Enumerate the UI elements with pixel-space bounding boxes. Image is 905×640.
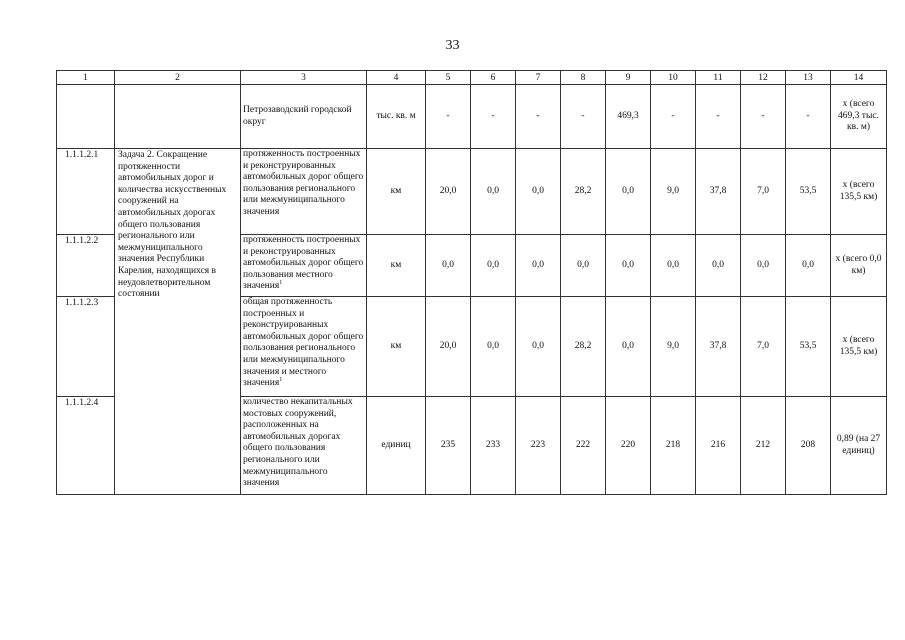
table-row: [57, 149, 887, 235]
value-cell: 0,0: [516, 297, 561, 397]
value-cell: 220: [606, 397, 651, 495]
indicator-name: общая протяженность построенных и реконструированных автомобильных дорог общего пользования регионального или межмуниципального значения и местного значения: [243, 297, 364, 389]
page-number: 33: [445, 38, 460, 53]
row-code: 1.1.1.2.1: [57, 149, 115, 235]
value-cell: -: [696, 85, 741, 149]
value-cell: 53,5: [786, 149, 831, 235]
value-cell: 216: [696, 397, 741, 495]
row-code: [57, 85, 115, 149]
column-number: 6: [471, 71, 516, 85]
value-cell: 28,2: [561, 149, 606, 235]
row-code: 1.1.1.2.3: [57, 297, 115, 397]
unit: тыс. кв. м: [367, 85, 426, 149]
footnote-mark: 1: [279, 280, 283, 287]
indicator-cell: [241, 297, 367, 397]
value-cell: 0,0: [471, 149, 516, 235]
unit: км: [367, 297, 426, 397]
value-cell: 0,0: [426, 235, 471, 297]
value-cell: -: [561, 85, 606, 149]
column-number: 1: [57, 71, 115, 85]
indicator-name: протяженность построенных и реконструированных автомобильных дорог общего пользования местного значения: [243, 235, 364, 292]
total-cell: х (всего 135,5 км): [831, 297, 887, 397]
column-number: 8: [561, 71, 606, 85]
total-cell: 0,89 (на 27 единиц): [831, 397, 887, 495]
value-cell: 0,0: [741, 235, 786, 297]
indicator-name: протяженность построенных и реконструированных автомобильных дорог общего пользования регионального или межмуниципального значения: [241, 149, 367, 235]
value-cell: 7,0: [741, 149, 786, 235]
column-number: 3: [241, 71, 367, 85]
indicator-name: количество некапитальных мостовых сооружений, расположенных на автомобильных дорогах общего пользования регионального или межмуниципального значения: [241, 397, 367, 495]
column-number: 12: [741, 71, 786, 85]
value-cell: -: [786, 85, 831, 149]
value-cell: 37,8: [696, 149, 741, 235]
value-cell: 20,0: [426, 297, 471, 397]
column-number: 14: [831, 71, 887, 85]
column-number: 2: [115, 71, 241, 85]
value-cell: 9,0: [651, 149, 696, 235]
value-cell: 0,0: [786, 235, 831, 297]
value-cell: 0,0: [606, 297, 651, 397]
value-cell: 0,0: [651, 235, 696, 297]
row-code: 1.1.1.2.2: [57, 235, 115, 297]
value-cell: -: [651, 85, 696, 149]
value-cell: 208: [786, 397, 831, 495]
value-cell: 223: [516, 397, 561, 495]
column-number-row: [57, 71, 887, 85]
value-cell: 0,0: [516, 235, 561, 297]
value-cell: 0,0: [606, 235, 651, 297]
value-cell: 20,0: [426, 149, 471, 235]
unit: км: [367, 235, 426, 297]
value-cell: 235: [426, 397, 471, 495]
indicator-table: [56, 70, 887, 495]
column-number: 7: [516, 71, 561, 85]
value-cell: 0,0: [471, 297, 516, 397]
value-cell: 233: [471, 397, 516, 495]
task-description: Задача 2. Сокращение протяженности автомобильных дорог и количества искусственных сооружений на автомобильных дорогах общего пользования регионального или межмуниципального значения Республики Карелия, находящихся в неудовлетворительном состоянии: [115, 149, 241, 495]
indicator-name: Петрозаводский городской округ: [241, 85, 367, 149]
column-number: 4: [367, 71, 426, 85]
value-cell: -: [426, 85, 471, 149]
value-cell: 0,0: [606, 149, 651, 235]
table-row: [57, 85, 887, 149]
value-cell: 218: [651, 397, 696, 495]
value-cell: 7,0: [741, 297, 786, 397]
column-number: 9: [606, 71, 651, 85]
value-cell: 0,0: [516, 149, 561, 235]
value-cell: -: [516, 85, 561, 149]
total-cell: х (всего 469,3 тыс. кв. м): [831, 85, 887, 149]
indicator-cell: [241, 235, 367, 297]
value-cell: 28,2: [561, 297, 606, 397]
value-cell: 469,3: [606, 85, 651, 149]
task-cell-empty: [115, 85, 241, 149]
value-cell: 0,0: [696, 235, 741, 297]
value-cell: -: [741, 85, 786, 149]
row-code: 1.1.1.2.4: [57, 397, 115, 495]
column-number: 5: [426, 71, 471, 85]
column-number: 10: [651, 71, 696, 85]
value-cell: 222: [561, 397, 606, 495]
value-cell: 37,8: [696, 297, 741, 397]
value-cell: 0,0: [561, 235, 606, 297]
total-cell: х (всего 135,5 км): [831, 149, 887, 235]
total-cell: х (всего 0,0 км): [831, 235, 887, 297]
value-cell: 9,0: [651, 297, 696, 397]
value-cell: -: [471, 85, 516, 149]
value-cell: 53,5: [786, 297, 831, 397]
value-cell: 212: [741, 397, 786, 495]
unit: единиц: [367, 397, 426, 495]
value-cell: 0,0: [471, 235, 516, 297]
unit: км: [367, 149, 426, 235]
column-number: 13: [786, 71, 831, 85]
column-number: 11: [696, 71, 741, 85]
footnote-mark: 1: [279, 377, 283, 383]
